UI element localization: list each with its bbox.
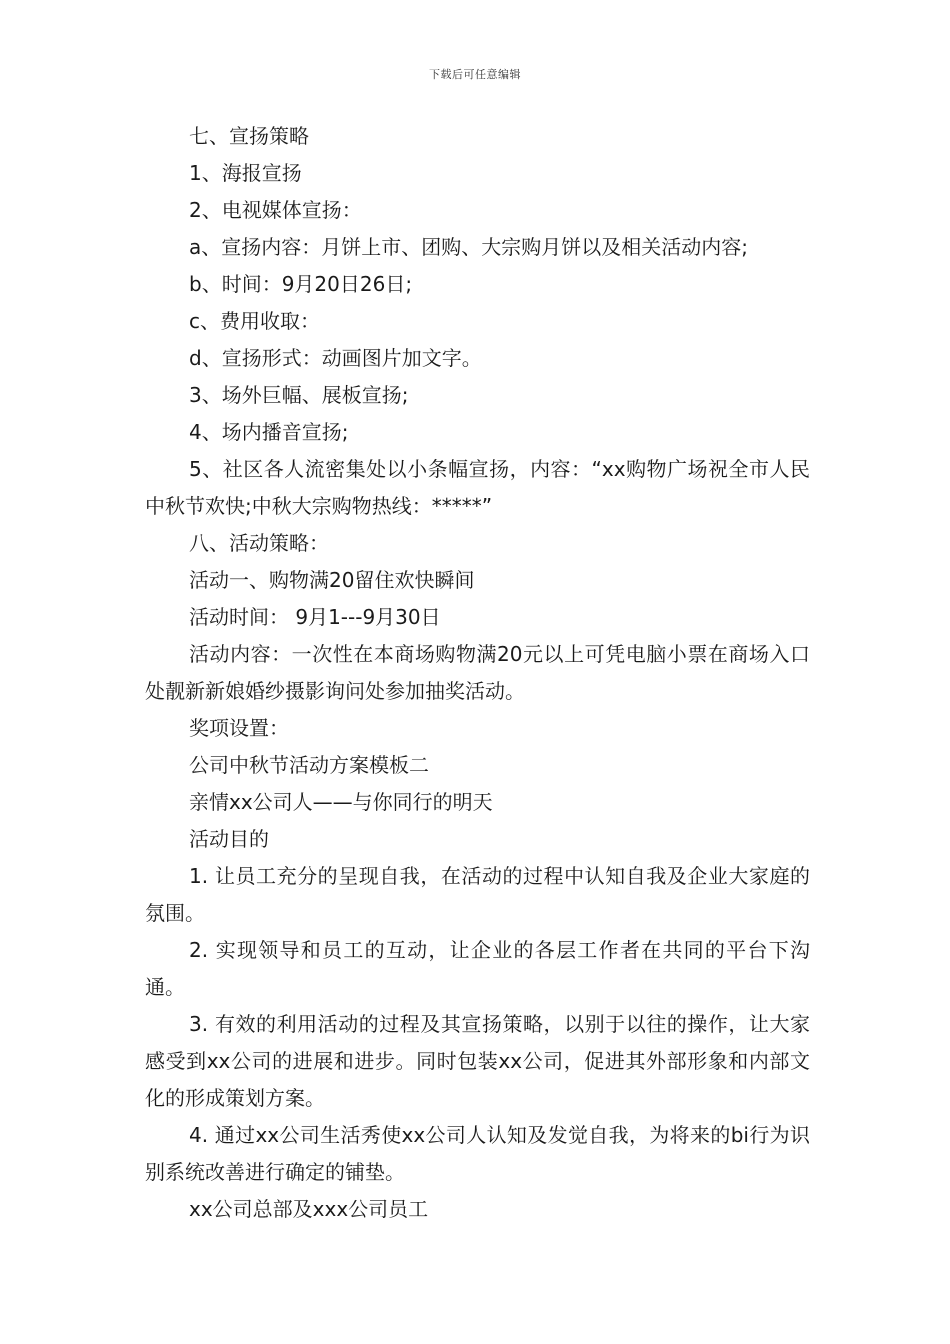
section-title: 公司中秋节活动方案模板二	[189, 753, 429, 777]
list-item: 3、场外巨幅、展板宣扬;	[189, 383, 409, 407]
list-item: 活动时间： 9月1---9月30日	[189, 605, 441, 629]
paragraph: 活动内容：一次性在本商场购物满20元以上可凭电脑小票在商场入口处靓新新娘婚纱摄影询问处参加抽奖活动。	[145, 642, 810, 703]
list-item: 活动一、购物满20留住欢快瞬间	[189, 568, 475, 592]
subtitle: 亲情xx公司人——与你同行的明天	[189, 790, 493, 814]
list-item: 4、场内播音宣扬;	[189, 420, 349, 444]
paragraph: 4. 通过xx公司生活秀使xx公司人认知及发觉自我，为将来的bi行为识别系统改善进行确定的铺垫。	[145, 1123, 810, 1184]
list-item: b、时间：9月20日26日;	[189, 272, 413, 296]
paragraph: 5、社区各人流密集处以小条幅宣扬，内容：“xx购物广场祝全市人民中秋节欢快;中秋大宗购物热线：*****”	[145, 457, 810, 518]
list-item: 1、海报宣扬	[189, 161, 302, 185]
section-heading-purpose: 活动目的	[189, 827, 269, 851]
paragraph: 1. 让员工充分的呈现自我，在活动的过程中认知自我及企业大家庭的氛围。	[145, 864, 810, 925]
document-body	[145, 118, 810, 1228]
list-item: c、费用收取：	[189, 309, 320, 333]
section-heading-activity: 八、活动策略：	[189, 531, 329, 555]
list-item: 2、电视媒体宣扬：	[189, 198, 362, 222]
paragraph: 2. 实现领导和员工的互动，让企业的各层工作者在共同的平台下沟通。	[145, 938, 810, 999]
list-item: 奖项设置：	[189, 716, 289, 740]
section-heading-promotion: 七、宣扬策略	[189, 124, 309, 148]
paragraph: 3. 有效的利用活动的过程及其宣扬策略，以别于以往的操作，让大家感受到xx公司的进展和进步。同时包装xx公司，促进其外部形象和内部文化的形成策划方案。	[145, 1012, 810, 1110]
list-item: d、宣扬形式：动画图片加文字。	[189, 346, 482, 370]
list-item: a、宣扬内容：月饼上市、团购、大宗购月饼以及相关活动内容;	[189, 235, 748, 259]
list-item: xx公司总部及xxx公司员工	[189, 1197, 429, 1221]
page-header: 下载后可任意编辑	[429, 68, 521, 81]
